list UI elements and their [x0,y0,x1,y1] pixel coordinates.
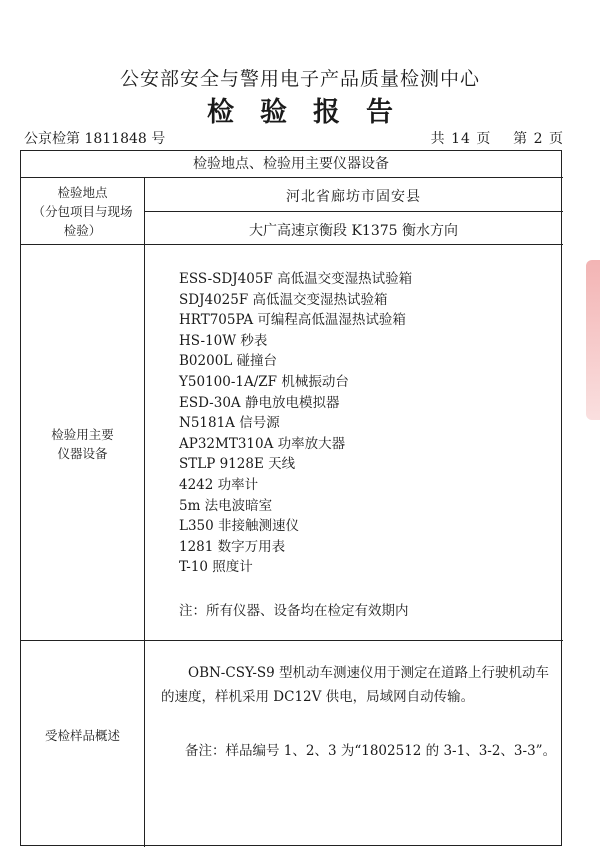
page-indicator: 共 14 页 第 2 页 [430,131,564,147]
organization-name: 公安部安全与警用电子产品质量检测中心 [119,68,480,90]
sample-overview: OBN-CSY-S9 型机动车测速仪用于测定在道路上行驶机动车的速度，样机采用 DC12V 供电，局域网自动传输。 [161,665,550,705]
report-title: 检验报告 [207,97,419,128]
section-title: 检验地点、检验用主要仪器设备 [193,156,389,172]
location-city: 河北省廊坊市固安县 [286,189,421,205]
row-divider [21,244,563,245]
row-divider [144,211,563,212]
instruments-label: 检验用主要 仪器设备 [51,427,114,461]
list-item: 5m 法电波暗室 [179,497,273,514]
list-item: HS-10W 秒表 [179,332,268,349]
sample-label: 受检样品概述 [44,728,120,743]
list-item: AP32MT310A 功率放大器 [179,435,346,452]
inspection-table [20,150,562,846]
location-site: 大广高速京衡段 K1375 衡水方向 [249,223,458,239]
list-item: HRT705PA 可编程高低温湿热试验箱 [179,312,406,329]
list-item: 1281 数字万用表 [179,538,286,555]
list-item: B0200L 碰撞台 [179,353,278,370]
list-item: L350 非接触测速仪 [179,518,300,535]
row-divider [21,177,563,178]
list-item: T-10 照度计 [179,559,253,576]
column-divider [144,177,145,847]
location-label: 检验地点 （分包项目与现场 检验） [32,185,133,238]
list-item: 4242 功率计 [179,476,259,493]
list-item: SDJ4025F 高低温交变湿热试验箱 [179,291,388,308]
sample-remark: 备注：样品编号 1、2、3 为“1802512 的 3-1、3-2、3-3”。 [185,743,557,759]
instrument-list [179,269,412,578]
list-item: Y50100-1A/ZF 机械振动台 [179,373,349,390]
seal-stamp-edge [586,260,600,420]
list-item: N5181A 信号源 [179,415,280,432]
list-item: STLP 9128E 天线 [179,456,296,473]
instruments-note: 注：所有仪器、设备均在检定有效期内 [179,603,409,619]
list-item: ESD-30A 静电放电模拟器 [179,394,340,411]
list-item: ESS-SDJ405F 高低温交变湿热试验箱 [179,271,413,287]
row-divider [21,640,563,641]
report-number: 公京检第 1811848 号 [24,131,166,147]
